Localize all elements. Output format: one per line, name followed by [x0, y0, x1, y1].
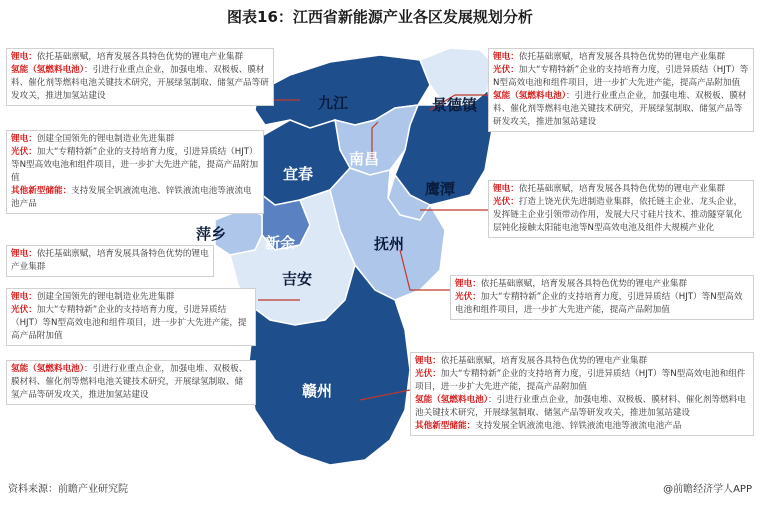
- info-line: 氢能（氢燃料电池）：引进行业重点企业，加强电堆、双极板、膜材料、催化剂等燃料电池关键技术研究，开展绿氢制取、储氢产品等研发攻关，推进加氢站建设: [493, 91, 747, 127]
- info-line: 其他新型储能：支持发展全钒液流电池、锌铁液流电池等液流电池产品: [415, 421, 682, 431]
- brand-watermark: @前瞻经济学人APP: [663, 484, 752, 495]
- info-line: 锂电：依托基础禀赋，培育发展各具特色优势的锂电产业集群: [455, 279, 688, 289]
- city-label-yichun: 宜春: [283, 165, 314, 183]
- info-box-yichun: [6, 130, 264, 214]
- city-label-xinyu: 新余: [265, 234, 296, 252]
- info-line: 光伏：打造上饶光伏先进制造业集群，依托链主企业、龙头企业，发挥链主企业引领带动作用，发展大尺寸硅片技术、推动隧穿氧化层钝化接触太阳能电池等N型高效电池及组件大规模产业化: [493, 197, 743, 233]
- info-line: 光伏：加大“专精特新”企业的支持培育力度，引进异质结（HJT）等N型高效电池和组件项目，进一步扩大先进产能，提高产品附加值: [415, 369, 746, 392]
- info-line: 锂电：依托基础禀赋，培育发展各具特色优势的锂电产业集群: [493, 184, 726, 194]
- info-line: 氢能（氢燃料电池）：引进行业重点企业，加强电堆、双极板、膜材料、催化剂等燃料电池关键技术研究，开展绿氢制取、储氢产品等研发攻关，推进加氢站建设: [11, 364, 248, 400]
- source-note: 资料来源：前瞻产业研究院: [8, 484, 128, 495]
- info-box-ganzhou: [410, 352, 754, 436]
- city-label-nanchang: 南昌: [349, 150, 380, 168]
- info-line: 氢能（氢燃料电池）：引进行业重点企业，加强电堆、双极板、膜材料、催化剂等燃料电池关键技术研究，开展绿氢制取、储氢产品等研发攻关，推进加氢站建设: [415, 395, 746, 418]
- city-label-jian: 吉安: [282, 270, 313, 288]
- info-line: 锂电：创建全国领先的锂电制造业先进集群: [11, 292, 175, 302]
- info-box-xinyu: [6, 288, 256, 346]
- info-line: 其他新型储能：支持发展全钒液流电池、锌铁液流电池等液流电池产品: [11, 186, 252, 209]
- page-title: 图表16：江西省新能源产业各区发展规划分析: [227, 8, 533, 26]
- info-box-jingdezhen: [488, 48, 754, 132]
- info-line: 锂电：依托基础禀赋，培育发展各具特色优势的锂电产业集群: [11, 52, 244, 62]
- info-line: 锂电：创建全国领先的锂电制造业先进集群: [11, 134, 175, 144]
- info-line: 光伏：加大“专精特新”企业的支持培育力度，引进异质结（HJT）等N型高效电池和组件项目，进一步扩大先进产能，提高产品附加值: [11, 305, 247, 341]
- city-label-pingxiang: 萍乡: [196, 225, 227, 243]
- city-label-yingtan: 鹰潭: [425, 180, 456, 198]
- info-box-jiujiang: [6, 48, 274, 106]
- info-line: 氢能（氢燃料电池）：引进行业重点企业，加强电堆、双极板、膜材料、催化剂等燃料电池关键技术研究，开展绿氢制取、储氢产品等研发攻关，推进加氢站建设: [11, 65, 269, 101]
- city-label-fuzhou: 抚州: [374, 235, 405, 253]
- info-box-jian: [6, 360, 256, 405]
- city-label-jingdezhen: 景德镇: [432, 96, 478, 114]
- info-line: 光伏：加大“专精特新”企业的支持培育力度，引进异质结（HJT）等N型高效电池和组件项目，进一步扩大先进产能，提高产品附加值: [493, 65, 749, 88]
- city-label-jiujiang: 九江: [318, 94, 349, 112]
- info-line: 锂电：依托基础禀赋，培育发展各具特色优势的锂电产业集群: [493, 52, 726, 62]
- info-line: 光伏：加大“专精特新”企业的支持培育力度，引进异质结（HJT）等N型高效电池和组件项目，进一步扩大先进产能，提高产品附加值: [11, 147, 259, 183]
- info-box-fuzhou: [450, 275, 754, 320]
- info-line: 光伏：加大“专精特新”企业的支持培育力度，引进异质结（HJT）等N型高效电池和组件项目，进一步扩大先进产能，提高产品附加值: [455, 292, 743, 315]
- info-box-yingtan: [488, 180, 754, 238]
- info-line: 锂电：依托基础禀赋，培育发展具备特色优势的锂电产业集群: [11, 249, 209, 272]
- info-box-pingxiang: [6, 245, 214, 277]
- city-label-ganzhou: 赣州: [302, 382, 333, 400]
- info-line: 锂电：依托基础禀赋，培育发展各具特色优势的锂电产业集群: [415, 356, 648, 366]
